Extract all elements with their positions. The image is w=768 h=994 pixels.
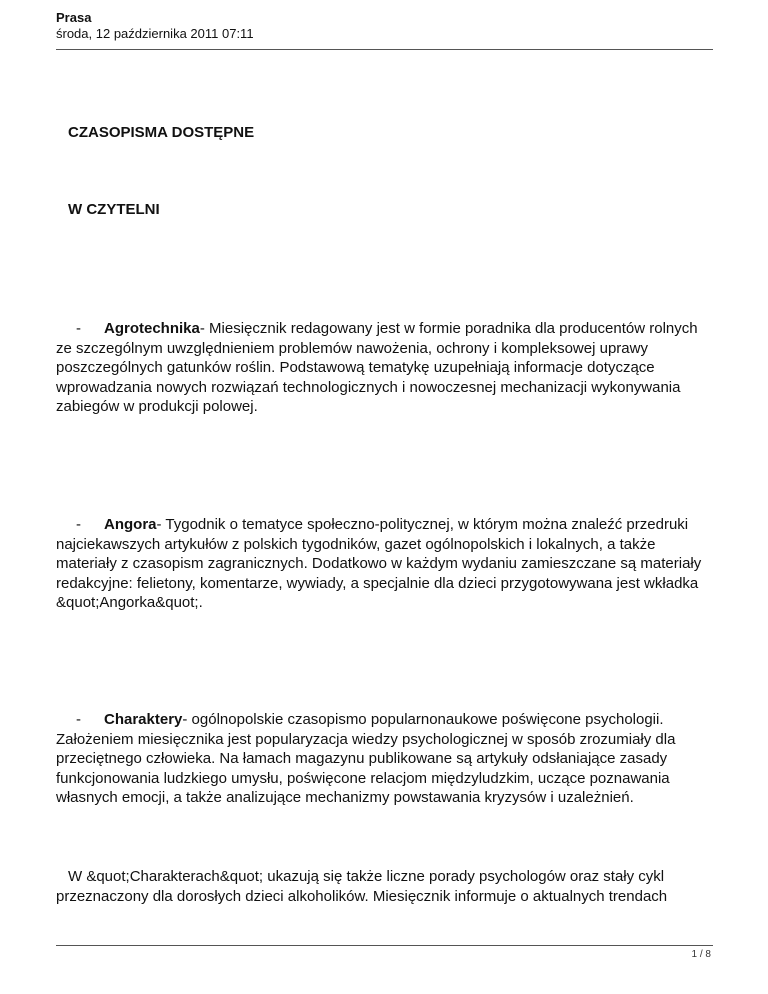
entry-agrotechnika xyxy=(56,319,716,417)
heading-czasopisma: CZASOPISMA DOSTĘPNE xyxy=(68,124,255,141)
entry-term: Agrotechnika xyxy=(104,320,200,337)
entry-dash: - xyxy=(76,320,81,337)
continuation-paragraph xyxy=(56,867,716,906)
entry-term: Charaktery xyxy=(104,711,183,728)
header-divider xyxy=(56,49,713,50)
entry-description: - Tygodnik o tematyce społeczno-politycznej, w którym można znaleźć przedruki najciekawszych artykułów z polskich tygodników, gazet ogólnopolskich i lokalnych, a także materiały z czasopism zagranicznych. Dodatkowo w każdym wydaniu zamieszczane są materiały redakcyjne: felietony, komentarze, wywiady, a specjalnie dla dzieci przygotowywana jest wkładka &quot;Angorka&quot;. xyxy=(56,516,702,611)
header-title: Prasa xyxy=(56,10,92,25)
entry-term: Angora xyxy=(104,516,157,533)
entry-description: - ogólnopolskie czasopismo popularnonaukowe poświęcone psychologii. Założeniem miesięcznika jest popularyzacja wiedzy psychologicznej w sposób zrozumiały dla przeciętnego człowieka. Na łamach magazynu publikowane są artykuły odsłaniające zasady funkcjonowania ludzkiego umysłu, poświęcone relacjom międzyludzkim, uczące poznawania własnych emocji, a także analizujące mechanizmy powstawania kryzysów i uzależnień. xyxy=(56,711,676,806)
header-date: środa, 12 października 2011 07:11 xyxy=(56,26,254,41)
entry-dash: - xyxy=(76,711,81,728)
entry-dash: - xyxy=(76,516,81,533)
entry-charaktery xyxy=(56,710,716,808)
page-header xyxy=(56,10,712,42)
entry-angora xyxy=(56,515,716,613)
footer-divider xyxy=(56,945,713,946)
entry-description: - Miesięcznik redagowany jest w formie poradnika dla producentów rolnych ze szczególnym uwzględnieniem problemów nawożenia, ochrony i kompleksowej uprawy poszczególnych gatunków roślin. Podstawową tematykę uzupełniają informacje dotyczące wprowadzania nowych rozwiązań technologicznych i nowoczesnej mechanizacji wykonywania zabiegów w produkcji polowej. xyxy=(56,320,698,415)
page-number: 1 / 8 xyxy=(691,949,711,960)
heading-w-czytelni: W CZYTELNI xyxy=(68,201,160,218)
continuation-text: W &quot;Charakterach&quot; ukazują się także liczne porady psychologów oraz stały cykl przeznaczony dla dorosłych dzieci alkoholików. Miesięcznik informuje o aktualnych trendach xyxy=(56,868,668,905)
